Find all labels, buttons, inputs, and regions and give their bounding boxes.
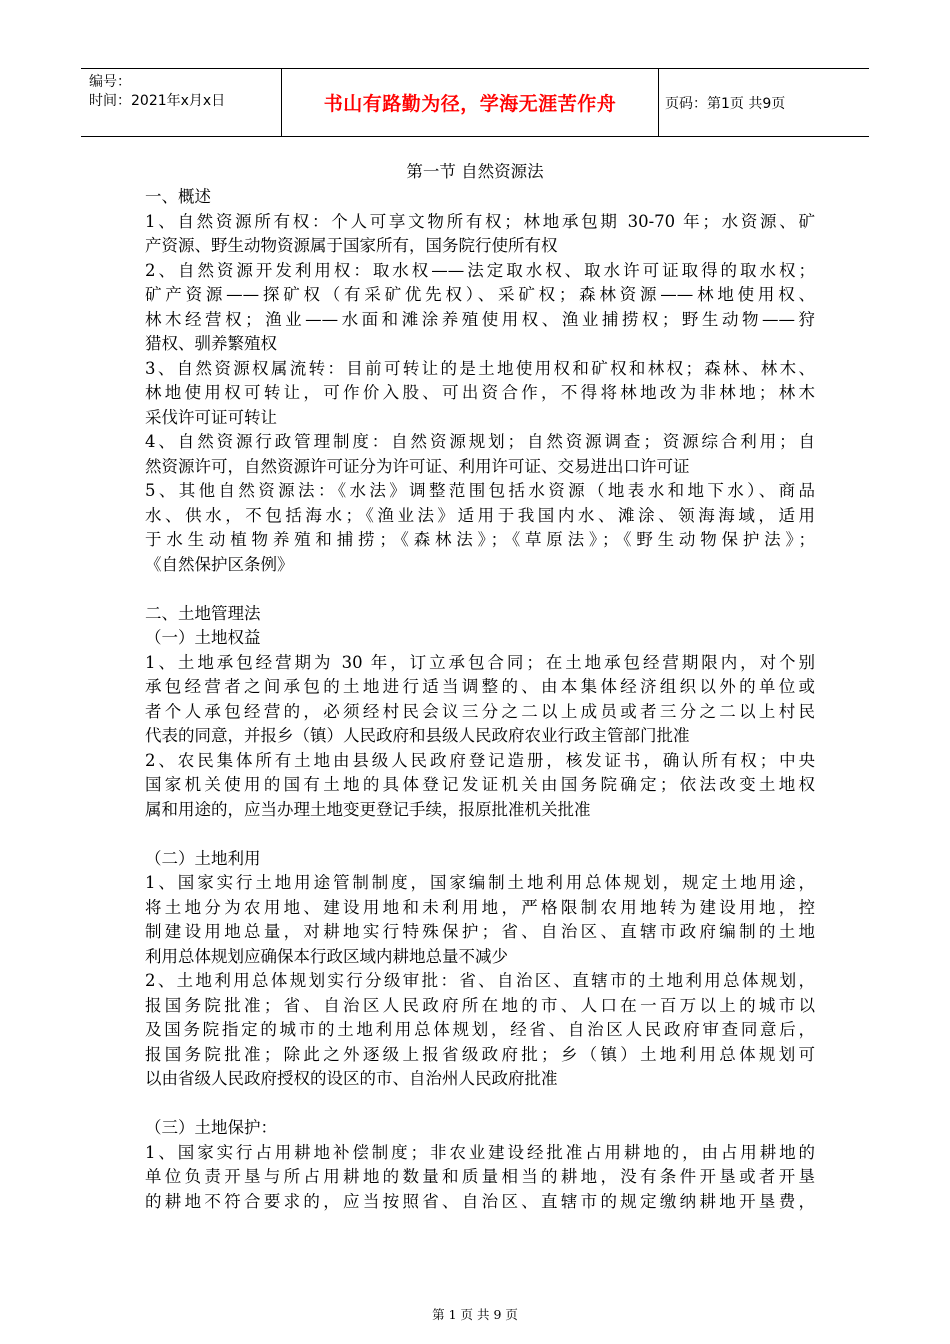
header-page-info: 页码：第1页 共9页 xyxy=(665,95,786,112)
text-line: 者个人承包经营的，必须经村民会议三分之二以上成员或者三分之二以上村民 xyxy=(145,701,815,721)
document-body xyxy=(145,185,815,1214)
text-line: 单位负责开垦与所占用耕地的数量和质量相当的耕地，没有条件开垦或者开垦 xyxy=(145,1167,815,1186)
header-meta xyxy=(81,69,282,136)
date-label: 时间：2021年x月x日 xyxy=(89,93,226,109)
text-line: 林木经营权；渔业——水面和滩涂养殖使用权、渔业捕捞权；野生动物——狩 xyxy=(145,309,815,329)
text-line: 报国务院批准；除此之外逐级上报省级政府批；乡（镇）土地利用总体规划可 xyxy=(145,1044,815,1064)
text-line: 猎权、驯养繁殖权 xyxy=(145,334,277,353)
text-line: 将土地分为农用地、建设用地和未利用地，严格限制农用地转为建设用地，控 xyxy=(145,897,815,917)
text-line: （一）土地权益 xyxy=(145,628,261,647)
text-line: 1、自然资源所有权：个人可享文物所有权；林地承包期 30-70 年；水资源、矿 xyxy=(145,211,815,231)
text-line: 二、土地管理法 xyxy=(145,603,261,623)
text-line: 属和用途的，应当办理土地变更登记手续，报原批准机关批准 xyxy=(145,799,591,819)
text-line: （三）土地保护： xyxy=(145,1118,277,1137)
text-line: 采伐许可证可转让 xyxy=(145,407,277,427)
text-line: 于水生动植物养殖和捕捞；《森林法》；《草原法》；《野生动物保护法》； xyxy=(145,530,815,549)
page-footer: 第 1 页 共 9 页 xyxy=(432,1307,518,1322)
text-line: 林地使用权可转让，可作价入股、可出资合作，不得将林地改为非林地；林木 xyxy=(145,383,815,402)
text-line: 2、自然资源开发利用权：取水权——法定取水权、取水许可证取得的取水权； xyxy=(145,260,815,280)
text-line: 1、国家实行土地用途管制制度，国家编制土地利用总体规划，规定土地用途， xyxy=(145,873,815,892)
text-line: 3、自然资源权属流转：目前可转让的是土地使用权和矿权和林权；森林、林木、 xyxy=(145,358,815,378)
text-line: 1、国家实行占用耕地补偿制度；非农业建设经批准占用耕地的，由占用耕地的 xyxy=(145,1142,815,1162)
text-line: 利用总体规划应确保本行政区域内耕地总量不减少 xyxy=(145,946,508,966)
text-line: 及国务院指定的城市的土地利用总体规划，经省、自治区人民政府审查同意后， xyxy=(145,1020,815,1039)
header-motto: 书山有路勤为径，学海无涯苦作舟 xyxy=(282,69,659,136)
text-line: 5、其他自然资源法：《水法》调整范围包括水资源（地表水和地下水）、商品 xyxy=(145,481,815,500)
text-line: 以由省级人民政府授权的设区的市、自治州人民政府批准 xyxy=(145,1069,558,1088)
blank-line xyxy=(145,577,815,602)
section-title: 第一节 自然资源法 xyxy=(406,162,544,181)
text-line: 制建设用地总量，对耕地实行特殊保护；省、自治区、直辖市政府编制的土地 xyxy=(145,922,815,941)
text-line: 2、农民集体所有土地由县级人民政府登记造册，核发证书，确认所有权；中央 xyxy=(145,750,815,770)
text-line: 一、概述 xyxy=(145,187,211,206)
text-line: 4、自然资源行政管理制度：自然资源规划；自然资源调查；资源综合利用；自 xyxy=(145,432,815,451)
text-line: 水、供水，不包括海水；《渔业法》适用于我国内水、滩涂、领海海域，适用 xyxy=(145,505,815,525)
text-line: 报国务院批准；省、自治区人民政府所在地的市、人口在一百万以上的城市以 xyxy=(145,995,815,1015)
text-line: 然资源许可，自然资源许可证分为许可证、利用许可证、交易进出口许可证 xyxy=(145,456,690,476)
text-line: 产资源、野生动物资源属于国家所有，国务院行使所有权 xyxy=(145,236,558,255)
text-line: 《自然保护区条例》 xyxy=(145,554,294,574)
text-line: 承包经营者之间承包的土地进行适当调整的、由本集体经济组织以外的单位或 xyxy=(145,677,815,696)
text-line: （二）土地利用 xyxy=(145,848,261,868)
text-line: 代表的同意，并报乡（镇）人民政府和县级人民政府农业行政主管部门批准 xyxy=(145,726,690,745)
text-line: 矿产资源——探矿权（有采矿优先权）、采矿权；森林资源——林地使用权、 xyxy=(145,285,815,304)
blank-line xyxy=(145,822,815,847)
document-header xyxy=(81,68,869,137)
text-line: 2、土地利用总体规划实行分级审批：省、自治区、直辖市的土地利用总体规划， xyxy=(145,971,815,990)
serial-number-label: 编号： xyxy=(89,74,131,90)
text-line: 国家机关使用的国有土地的具体登记发证机关由国务院确定；依法改变土地权 xyxy=(145,775,815,794)
blank-line xyxy=(145,1092,815,1117)
text-line: 的耕地不符合要求的，应当按照省、自治区、直辖市的规定缴纳耕地开垦费， xyxy=(145,1191,815,1211)
text-line: 1、土地承包经营期为 30 年，订立承包合同；在土地承包经营期限内，对个别 xyxy=(145,652,815,672)
